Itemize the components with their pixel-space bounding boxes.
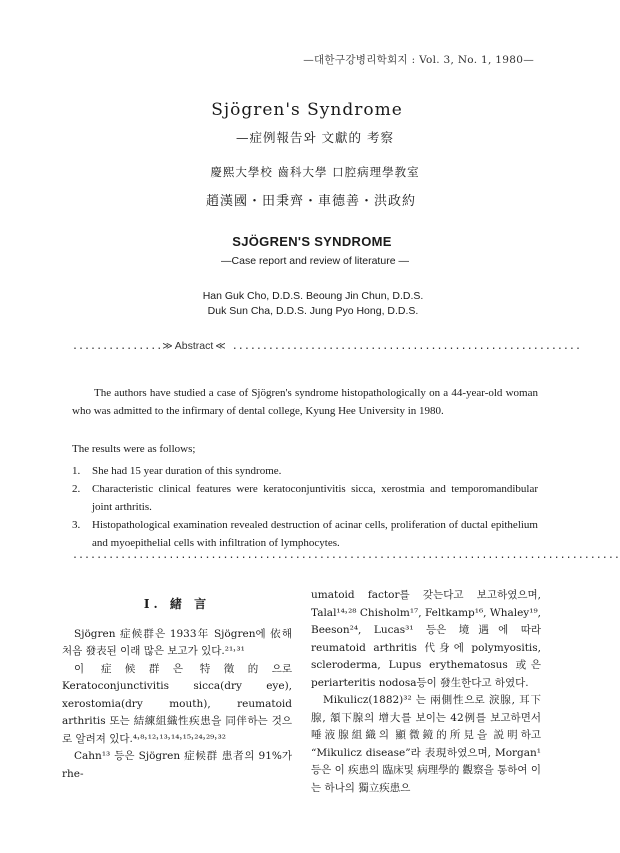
body-right-column [311, 587, 541, 797]
korean-title: Sjögren's Syndrome [211, 100, 403, 120]
abstract-top-rule [72, 340, 581, 352]
body-paragraph: umatoid factor를 갖는다고 보고하였으며, Talal¹⁴˒²⁸ Chisholm¹⁷, Feltkamp¹⁶, Whaley¹⁹, Beeson²⁴, Lucas³¹ 등은 境遇에 따라 reumatoid arthritis 代身에 polymyositis, scleroderma, Lupus erythematosus 或은 periarteritis nodosa등이 發生한다고 하였다. [311, 589, 541, 689]
body-paragraph: Sjögren 症候群은 1933年 Sjögren에 依해 처음 發表된 이래 많은 보고가 있다.²¹˒³¹ [62, 627, 292, 657]
list-number: 1. [72, 465, 81, 477]
body-left-column [62, 596, 292, 783]
title-block [0, 100, 600, 319]
body-paragraph: Cahn¹³ 등은 Sjögren 症候群 患者의 91%가 rhe- [62, 750, 292, 780]
english-authors [26, 289, 600, 319]
english-subtitle: —Case report and review of literature — [221, 255, 409, 267]
abstract-paragraph: The authors have studied a case of Sjögren's syndrome histopathologically on a 44-year-old woman who was admitted to the infirmary of dental college, Kyung Hee University in 1980. [72, 387, 538, 417]
list-item [72, 462, 538, 480]
list-text: Histopathological examination revealed destruction of acinar cells, proliferation of ductal epithelium and myoepithelial cells with infiltration of lymphocytes. [92, 519, 538, 549]
abstract-bottom-rule: ........................................................................................... [72, 550, 620, 561]
results-intro: The results were as follows; [72, 443, 196, 455]
english-title: SJÖGREN'S SYNDROME [232, 234, 392, 249]
body-paragraph: 이 症候群은 特徵的으로 Keratoconjunctivitis sicca(dry eye), xerostomia(dry mouth), reumatoid arthritis 또는 結練組織性疾患을 同伴하는 것으로 알려져 있다.⁴˒⁸˒¹²˒¹³˒¹⁴˒¹⁵˒²⁴˒²⁹˒³² [62, 662, 292, 745]
list-text: She had 15 year duration of this syndrome. [92, 465, 282, 477]
list-item [72, 516, 538, 552]
list-text: Characteristic clinical features were keratoconjuntivitis sicca, xerostmia and temporomandibular joint arthritis. [92, 483, 538, 513]
korean-authors: 趙漢國・田秉齊・車德善・洪政約 [205, 194, 416, 209]
list-item [72, 480, 538, 516]
author-line: Han Guk Cho, D.D.S. Beoung Jin Chun, D.D.S. [202, 290, 424, 302]
korean-affiliation: 慶熙大學校 齒科大學 口腔病理學教室 [210, 165, 420, 179]
abstract-label: Abstract [174, 340, 214, 352]
results-list [72, 462, 538, 552]
author-line: Duk Sun Cha, D.D.S. Jung Pyo Hong, D.D.S. [207, 305, 419, 317]
journal-header: —대한구강병리학회지 : Vol. 3, No. 1, 1980— [303, 54, 534, 66]
list-number: 3. [72, 519, 81, 531]
korean-subtitle: —症例報告와 文獻的 考察 [235, 130, 395, 145]
body-paragraph: Mikulicz(1882)³² 는 兩側性으로 淚腺, 耳下腺, 頷下腺의 增大를 보이는 42例를 보고하면서 唾液腺組織의 顯微鏡的所見을 説明하고 “Mikulicz disease”라 表現하였으며, Morgan¹ 등은 이 疾患의 臨床및 病理學的 觀察을 통하여 이는 하나의 獨立疾患으 [311, 694, 541, 794]
abstract-body [72, 384, 538, 552]
abstract-rule-right: ≪ .......................................................... [215, 341, 581, 352]
section-heading: I. 緒 言 [143, 597, 211, 611]
abstract-rule-left: ...............≫ [72, 341, 173, 352]
list-number: 2. [72, 483, 81, 495]
